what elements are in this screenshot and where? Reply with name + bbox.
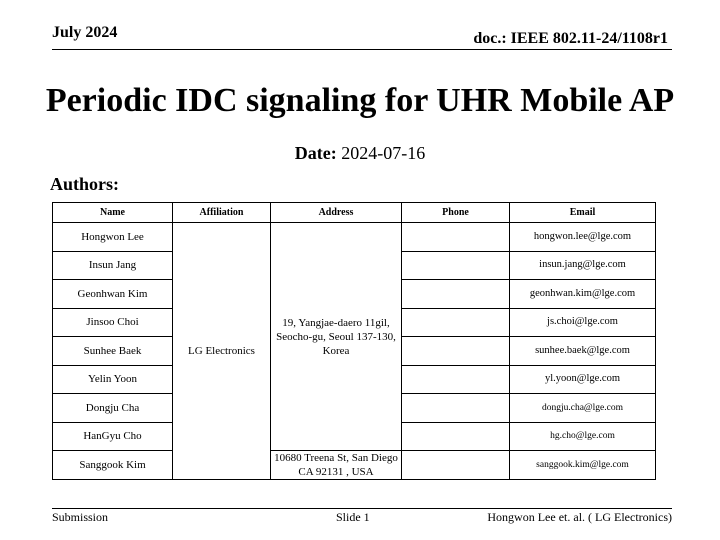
footer-slide-number: Slide 1 <box>336 510 370 524</box>
author-name: Yelin Yoon <box>53 365 173 394</box>
col-header-phone: Phone <box>402 203 510 223</box>
author-email: hongwon.lee@lge.com <box>510 223 656 252</box>
authors-table <box>52 202 656 480</box>
slide-title: Periodic IDC signaling for UHR Mobile AP <box>45 82 675 119</box>
col-header-affiliation: Affiliation <box>173 203 271 223</box>
footer-author: Hongwon Lee et. al. ( LG Electronics) <box>487 510 672 524</box>
footer-rule <box>52 508 672 509</box>
col-header-name: Name <box>53 203 173 223</box>
col-header-address: Address <box>271 203 402 223</box>
author-name: HanGyu Cho <box>53 422 173 451</box>
affiliation-cell: LG Electronics <box>173 223 271 480</box>
author-email: geonhwan.kim@lge.com <box>510 280 656 309</box>
author-phone <box>402 451 510 480</box>
date-label: Date: <box>294 143 337 163</box>
author-email: sanggook.kim@lge.com <box>510 451 656 480</box>
table-row <box>53 223 656 252</box>
author-email: sunhee.baek@lge.com <box>510 337 656 366</box>
author-name: Insun Jang <box>53 251 173 280</box>
col-header-email: Email <box>510 203 656 223</box>
table-header-row <box>53 203 656 223</box>
author-email: yl.yoon@lge.com <box>510 365 656 394</box>
author-name: Dongju Cha <box>53 394 173 423</box>
author-name: Hongwon Lee <box>53 223 173 252</box>
footer-submission: Submission <box>52 510 109 524</box>
author-email: js.choi@lge.com <box>510 308 656 337</box>
date-line <box>0 143 720 164</box>
author-name: Jinsoo Choi <box>53 308 173 337</box>
author-name: Sanggook Kim <box>53 451 173 480</box>
author-phone <box>402 394 510 423</box>
author-phone <box>402 422 510 451</box>
author-name: Geonhwan Kim <box>53 280 173 309</box>
author-phone <box>402 308 510 337</box>
address-cell: 19, Yangjae-daero 11gil, Seocho-gu, Seoul 137-130, Korea <box>271 223 402 451</box>
date-value: 2024-07-16 <box>341 143 426 163</box>
author-name: Sunhee Baek <box>53 337 173 366</box>
header-doc-id: doc.: IEEE 802.11-24/1108r1 <box>473 30 668 47</box>
author-phone <box>402 223 510 252</box>
header-rule <box>52 49 672 50</box>
authors-label: Authors: <box>50 174 120 194</box>
author-phone <box>402 337 510 366</box>
table-row <box>53 451 656 480</box>
author-email: hg.cho@lge.com <box>510 422 656 451</box>
author-email: dongju.cha@lge.com <box>510 394 656 423</box>
author-email: insun.jang@lge.com <box>510 251 656 280</box>
author-phone <box>402 280 510 309</box>
header-date: July 2024 <box>52 24 118 41</box>
author-phone <box>402 251 510 280</box>
address-cell-usa: 10680 Treena St, San Diego CA 92131 , USA <box>271 451 402 480</box>
author-phone <box>402 365 510 394</box>
